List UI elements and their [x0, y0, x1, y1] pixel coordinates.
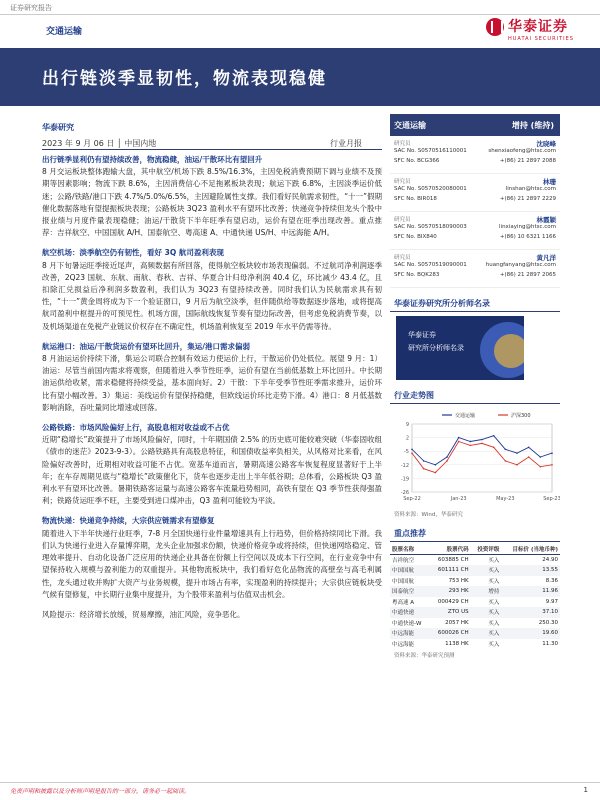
table-cell: 293 HK	[430, 586, 471, 597]
table-cell: 11.30	[542, 640, 558, 647]
analyst-email-link[interactable]: linshan@htsc.com	[505, 186, 556, 192]
analyst-name: 沈晓峰	[536, 140, 556, 148]
paragraph-body: 8 月交运板块整体跑输大盘，其中航空/机场下跌 8.5%/16.3%，主因免税消费预期下调与业绩不及预期等因素影响；物流下跌 8.6%，主因消费信心不足拖累板块表现；航运下跌 6.8%，主因淡季运价低迷；公路/铁路/港口下跌 4.7%/5.0%/6.5%，主因避险属性支撑。我们看好民航需求韧性，“十一”假期催化数据落地有望提振板块表现；公路板块 3Q23 盈利水平有望环比改善；快递竞争持续但龙头个股中报业绩与月度件量表现稳健；油运/干散货下半年旺季有望启动，运价有望在旺季出现改善。重点推荐：吉祥航空、中国国航 A/H、国泰航空、粤高速 A、中通快递 US/H、中远海能 A/H。	[42, 167, 382, 238]
table-cell: ZTO US	[430, 607, 471, 618]
paragraph-heading: 航空机场：淡季航空仍有韧性，看好 3Q 航司盈利表现	[42, 248, 224, 258]
sidebar	[390, 114, 560, 659]
report-title: 出行链淡季显韧性，物流表现稳健	[42, 69, 327, 89]
main-body	[42, 154, 382, 629]
analyst-card	[390, 250, 560, 288]
analyst-name: 黄凡洋	[536, 254, 556, 262]
data-point	[505, 448, 507, 450]
paragraph-body: 近期“稳增长”政策提升了市场风险偏好，同时，十年期国债 2.5% 的历史底可能较难突破（华泰固收组《债市的迷茫》2023-9-3）。公路铁路具有高股息特征，和国债收益率负相关，从风格对比来看，在风险偏好改善时，近期相对收益可能不占优。宽基车道而言，暑期高速公路客车恢复程度显著好于上半年；在车存周期见底与“稳增长”政策催化下，货车也逐步走出上半年低谷期；总体看，公路板块 Q3 盈利水平有望环比改善。暑期铁路客运量与高速公路客车流量趋势相同，高铁有望在 Q3 季节性获得强盈利；铁路货运旺季不旺，主要受到进口煤冲击，Q3 盈利可能较为平淡。	[42, 435, 382, 506]
y-tick-label: 2	[405, 435, 409, 442]
table-cell: 吉祥航空	[392, 558, 415, 564]
table-cell: 601111 CH	[430, 565, 471, 576]
analyst-card	[390, 136, 560, 174]
stock-table-heading: 重点推荐	[390, 526, 560, 542]
table-cell: 9.97	[545, 598, 558, 605]
analyst-sac: SAC No. S0570516110001	[394, 148, 467, 154]
analyst-directory-heading: 华泰证券研究所分析师名录	[390, 296, 560, 312]
data-point	[540, 466, 542, 468]
table-cell: 13.55	[501, 565, 560, 576]
table-cell: 19.60	[501, 628, 560, 639]
table-row	[390, 618, 560, 629]
banner-line2: 研究所分析师名录	[408, 344, 464, 352]
paragraph-body: 8 月油运运价持续下滑，集运公司联合控制有效运力使运价上行，干散运价仍处低位。展望 9 月：1）油运：尽管当前国内需求将观察，但随着进入季节性旺季，运价有望在当前低基数上环比回升。中长期油运供给收紧，需求稳健将持续受益，基本面向好。2）干散：下半年受季节性旺季需求推升，运价环比有望小幅改善。3）集运：美线运价有望保持稳健，但欧线运价环比走势下滑。4）港口：8 月低基数影响消除，吞吐量同比增速或回落。	[42, 354, 382, 412]
paragraph-heading: 公路铁路：市场风险偏好上行，高股息相对收益或不占优	[42, 423, 230, 433]
data-point	[551, 464, 553, 466]
series-line	[412, 442, 552, 473]
table-cell: 24.90	[542, 557, 558, 563]
table-cell: 买入	[488, 620, 500, 627]
table-cell: 买入	[488, 578, 500, 585]
data-point	[470, 441, 472, 443]
analyst-role: 研究员	[394, 255, 411, 261]
data-point	[493, 435, 495, 437]
data-point	[481, 443, 483, 445]
analyst-directory-banner[interactable]	[396, 316, 524, 380]
risk-warning	[42, 609, 382, 621]
logo-mark-icon	[486, 18, 504, 36]
data-point	[540, 456, 542, 458]
banner-line1: 华泰证券	[408, 331, 436, 339]
analyst-phone: +(86) 10 6321 1166	[499, 234, 556, 240]
table-cell: 000429 CH	[437, 598, 469, 605]
table-cell: 中国国航	[390, 565, 430, 576]
logo-text-cn: 华泰证券	[508, 19, 568, 35]
x-tick-label: Jan-23	[450, 496, 467, 502]
analyst-email-link[interactable]: shenxiaofeng@htsc.com	[488, 148, 556, 154]
analyst-sfc: SFC No. BIX840	[394, 234, 437, 240]
analyst-role: 研究员	[394, 141, 411, 147]
analyst-sfc: SFC No. BIR018	[394, 196, 437, 202]
footer-divider	[0, 782, 600, 783]
column-header: 股票名称	[390, 544, 430, 555]
analyst-sfc: SFC No. BCG366	[394, 158, 440, 164]
paragraph-heading: 航运港口：油运/干散货运价有望环比回升，集运/港口需求偏弱	[42, 341, 250, 351]
legend-label: 沪深300	[511, 413, 531, 419]
paragraph-body: 风险提示：经济增长放缓，贸易摩擦，油汇风险，竞争恶化。	[42, 609, 245, 619]
body-paragraph	[42, 515, 382, 600]
table-cell: 11.96	[501, 586, 560, 597]
table-cell: 2057 HK	[445, 619, 469, 626]
table-cell: 中远海能	[390, 628, 430, 639]
data-point	[516, 464, 518, 466]
report-category: 行业月报	[330, 139, 362, 148]
industry-name: 交通运输	[394, 121, 426, 130]
paragraph-body: 随着进入下半年快递行业旺季，7-8 月全国快递行业件量增速具有上行趋势，但价格持续同比下滑。我们认为快递行业进入存量博弈期，龙头企业加强求份额，快递价格竞争或将持续，但快递网络稳定、管理效率提升、自动化设备广泛应用的快递企业具备在份额上行空间以及成本下行空间，在行业竞争中有望保持收入规模与盈利能力的双重提升。其他物流板块中，我们看好危化品物流的高壁垒与高毛利属性，龙头通过收并购扩大资产与业务规模，提升市场占有率，实现盈利的持续提升；大宗供应链板块受气候有望修复，中长期行业集中度提升，为个股带来盈利与估值双击机会。	[42, 528, 382, 599]
data-point	[505, 460, 507, 462]
analyst-phone: +(86) 21 2897 2229	[499, 196, 556, 202]
table-cell: 37.10	[501, 607, 560, 618]
industry-trend-chart	[390, 408, 560, 508]
report-date: 2023 年 9 月 06 日 │ 中国内地	[42, 139, 157, 148]
column-header: 股票代码	[430, 544, 471, 555]
table-source: 资料来源：华泰研究预测	[394, 653, 455, 659]
x-tick-label: Sep-22	[403, 496, 421, 502]
data-point	[411, 448, 413, 450]
table-row	[390, 586, 560, 597]
table-cell: 600026 CH	[430, 628, 471, 639]
analyst-sac: SAC No. S0570520080001	[394, 186, 467, 192]
table-cell: 买入	[488, 599, 500, 606]
industry-rating: 增持 (维持)	[511, 121, 554, 130]
paragraph-heading: 物流快递：快递竞争持续，大宗供应链需求有望修复	[42, 516, 215, 526]
trend-chart-heading: 行业走势图	[390, 388, 560, 404]
analyst-card	[390, 212, 560, 250]
rating-box	[390, 114, 560, 136]
table-cell: 中通快递-W	[392, 620, 422, 627]
report-source-label: 华泰研究	[42, 123, 74, 132]
paragraph-heading: 出行链季显利仍有望持续改善，物流稳健，油运/干散环比有望回升	[42, 155, 263, 164]
analyst-phone: +(86) 21 2897 2065	[499, 272, 556, 278]
y-tick-label: -26	[400, 490, 409, 496]
y-tick-label: -5	[404, 449, 409, 456]
logo-text-en: HUATAI SECURITIES	[508, 36, 574, 42]
footer-disclaimer: 免责声明和披露以及分析师声明是报告的一部分，请务必一起阅读。	[10, 788, 191, 795]
title-band	[0, 48, 600, 106]
table-cell: 1138 HK	[445, 640, 469, 647]
page-number: 1	[583, 786, 588, 794]
table-cell: 8.36	[545, 577, 558, 584]
column-header: 目标价 (当地币种)	[501, 544, 560, 555]
data-point	[528, 456, 530, 458]
table-cell: 买入	[488, 641, 500, 648]
data-point	[423, 460, 425, 462]
header-rule	[42, 149, 382, 150]
body-paragraph	[42, 154, 382, 239]
chart-source: 资料来源：Wind，华泰研究	[394, 512, 463, 518]
data-point	[423, 468, 425, 470]
analyst-role: 研究员	[394, 179, 411, 185]
x-tick-label: Sep-23	[543, 496, 560, 502]
sector-label: 交通运输	[46, 27, 83, 37]
data-point	[458, 441, 460, 443]
data-point	[458, 437, 460, 439]
table-row	[390, 555, 560, 566]
table-row	[390, 607, 560, 618]
analyst-phone: +(86) 21 2897 2088	[499, 158, 556, 164]
analyst-email-link[interactable]: linxiaying@htsc.com	[499, 224, 556, 230]
banner-decoration	[494, 334, 524, 368]
column-header: 投资评级	[471, 544, 502, 555]
analyst-card	[390, 174, 560, 212]
data-point	[493, 447, 495, 449]
x-tick-label: May-23	[496, 496, 515, 502]
table-cell: 603885 CH	[437, 557, 469, 563]
data-point	[551, 452, 553, 454]
analyst-sac: SAC No. S0570519090001	[394, 262, 467, 268]
table-cell: 买入	[471, 628, 502, 639]
paragraph-body: 8 月下旬暑运旺季接近尾声，高频数据有所回落，使得航空板块较市场表现偏弱。不过航司净利润逐季改善，2Q23 国航、东航、南航、春秋、吉祥、华夏合计归母净利润 40.4 亿，环比减少 43.4 亿，且扣除汇兑损益后净利润多数盈利，我们认为 3Q23 有望持续改善。同时我们认为民航需求具有韧性，“十一”黄金周将成为下一个验证窗口，9 月后为航空淡季，但伴随供给等数据逐步落地，或将提高航司盈利中枢提升的可预见性。机场方面，国际航线恢复节奏有望边际改善，但考虑免税消费节奏，以及机场渠道在免税产业链议价权存在不确定性，机场盈利恢复至 2019 年水平仍需等待。	[42, 260, 382, 331]
report-series-label: 证券研究报告	[10, 4, 52, 12]
data-point	[435, 472, 437, 474]
trend-chart-svg	[390, 408, 560, 508]
huatai-logo	[486, 14, 596, 48]
table-cell: 买入	[471, 607, 502, 618]
body-paragraph	[42, 247, 382, 332]
body-paragraph	[42, 341, 382, 414]
analyst-role: 研究员	[394, 217, 411, 223]
table-cell: 增持	[471, 586, 502, 597]
body-paragraph	[42, 422, 382, 507]
table-cell: 国泰航空	[390, 586, 430, 597]
table-row	[390, 576, 560, 587]
y-tick-label: -19	[400, 476, 409, 483]
data-point	[481, 439, 483, 441]
table-cell: 250.30	[538, 619, 558, 626]
table-cell: 粤高速 A	[392, 599, 415, 606]
table-cell: 中通快递	[390, 607, 430, 618]
table-row	[390, 565, 560, 576]
table-cell: 买入	[488, 558, 500, 564]
table-row	[390, 639, 560, 650]
y-tick-label: -12	[400, 462, 409, 469]
analyst-sac: SAC No. S0570518090003	[394, 224, 467, 230]
analyst-name: 林珊	[543, 178, 556, 186]
data-point	[411, 452, 413, 454]
analyst-name: 林霞颖	[536, 216, 556, 224]
table-cell: 中国国航	[392, 578, 415, 585]
data-point	[435, 464, 437, 466]
y-tick-label: 9	[405, 422, 409, 428]
table-header-row	[390, 544, 560, 555]
data-point	[528, 447, 530, 449]
table-row	[390, 628, 560, 639]
data-point	[470, 445, 472, 447]
data-point	[446, 460, 448, 462]
table-cell: 中远海能	[392, 641, 415, 648]
table-cell: 753 HK	[448, 577, 469, 584]
analyst-sfc: SFC No. BQK283	[394, 272, 440, 278]
table-cell: 买入	[471, 565, 502, 576]
analyst-email-link[interactable]: huangfanyang@htsc.com	[485, 262, 556, 268]
recommended-stocks-table	[390, 544, 560, 649]
legend-label: 交通运输	[455, 413, 476, 419]
plot-area-frame	[412, 424, 552, 492]
data-point	[446, 456, 448, 458]
data-point	[516, 452, 518, 454]
table-row	[390, 597, 560, 608]
